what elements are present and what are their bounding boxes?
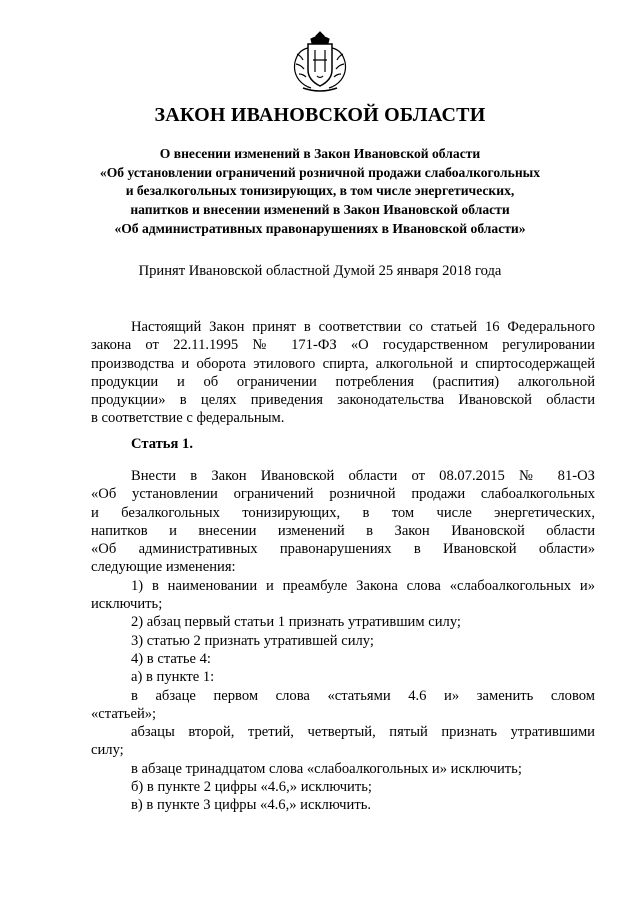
text-line: закона от 22.11.1995 № 171-ФЗ «О государственном регулировании (91, 337, 595, 354)
list-item: абзацы второй, третий, четвертый, пятый признать утратившими (131, 724, 595, 741)
intro-paragraph (91, 318, 595, 428)
text-line: продукции» в целях приведения законодательства Ивановской области (91, 392, 595, 409)
list-item: 3) статью 2 признать утратившей силу; (131, 632, 374, 649)
subtitle-line: и безалкогольных тонизирующих, в том числе энергетических, (125, 183, 515, 199)
text-line: «статьей»; (91, 705, 157, 722)
list-item: а) в пункте 1: (131, 669, 215, 686)
text-line: напитков и внесении изменений в Закон Ивановской области (91, 522, 595, 539)
subtitle-line: О внесении изменений в Закон Ивановской области (159, 146, 481, 161)
text-line: «Об установлении ограничений розничной продажи слабоалкогольных (91, 486, 595, 503)
list-item: в) в пункте 3 цифры «4.6,» исключить. (131, 797, 371, 814)
text-line: исключить; (91, 596, 163, 613)
adoption-note: Принят Ивановской областной Думой 25 января 2018 года (138, 263, 502, 279)
subtitle-line: «Об административных правонарушениях в Ивановской области» (114, 220, 526, 236)
article-heading: Статья 1. (131, 436, 193, 452)
text-line: производства и оборота этилового спирта, алкогольной и спиртосодержащей (91, 355, 595, 372)
text-line: и безалкогольных тонизирующих, в том числе энергетических, (91, 504, 595, 521)
article-body (91, 467, 595, 815)
subtitle-line: «Об установлении ограничений розничной продажи слабоалкогольных (99, 164, 541, 180)
text-line: следующие изменения: (91, 559, 236, 576)
list-item: в абзаце тринадцатом слова «слабоалкогольных и» исключить; (131, 760, 522, 777)
law-title: ЗАКОН ИВАНОВСКОЙ ОБЛАСТИ (154, 104, 486, 126)
text-line: продукции и об ограничении потребления (распития) алкогольной (91, 373, 595, 390)
list-item: 2) абзац первый статьи 1 признать утратившим силу; (131, 614, 461, 631)
text-line: Внести в Закон Ивановской области от 08.07.2015 № 81-ОЗ (131, 468, 595, 484)
subtitle-line: напитков и внесении изменений в Закон Ивановской области (130, 202, 510, 218)
law-subtitle (70, 145, 570, 239)
list-item: б) в пункте 2 цифры «4.6,» исключить; (131, 779, 372, 796)
text-line: «Об административных правонарушениях в Ивановской области» (91, 541, 595, 558)
text-line: в соответствие с федеральным. (91, 410, 285, 427)
text-line: силу; (91, 742, 124, 759)
coat-of-arms-icon (291, 30, 349, 92)
list-item: 1) в наименовании и преамбуле Закона слова «слабоалкогольных и» (131, 577, 595, 594)
list-item: 4) в статье 4: (131, 650, 211, 667)
list-item: в абзаце первом слова «статьями 4.6 и» заменить словом (131, 687, 595, 704)
text-line: Настоящий Закон принят в соответствии со статьей 16 Федерального (131, 319, 595, 335)
